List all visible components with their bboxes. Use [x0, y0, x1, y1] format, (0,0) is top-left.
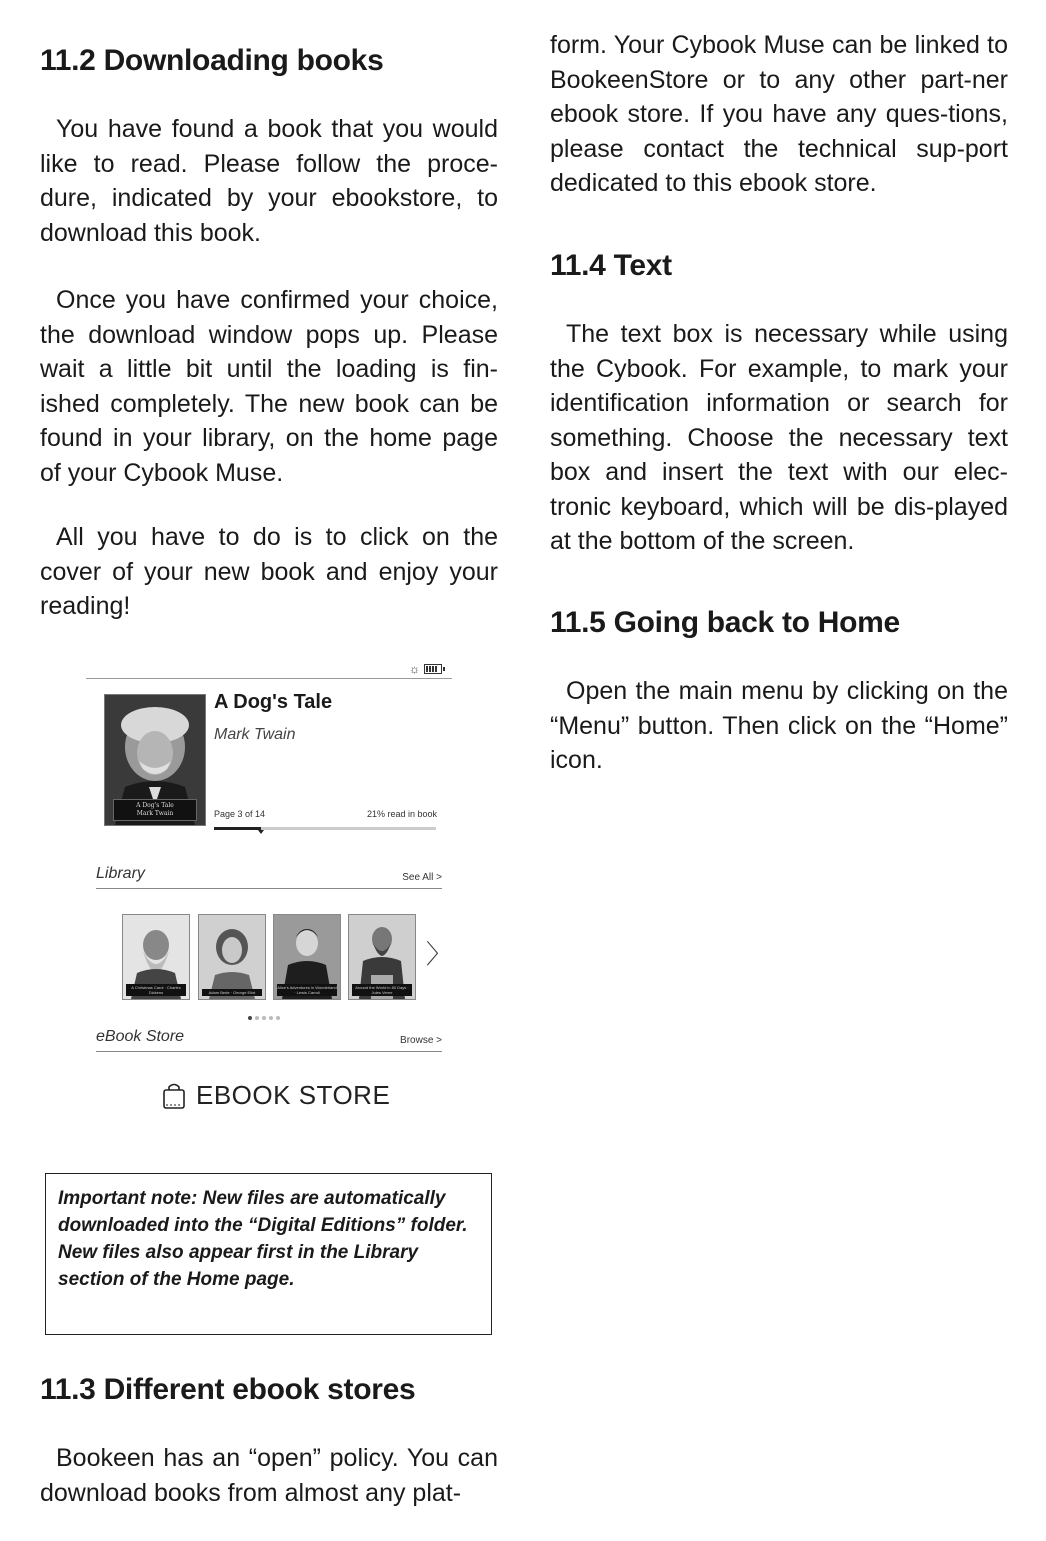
page-dot — [255, 1016, 259, 1020]
ebook-store-button[interactable] — [162, 1080, 390, 1111]
paragraph-open-policy: Bookeen has an “open” policy. You can download books from almost any plat- — [40, 1444, 498, 1507]
read-percentage: 21% read in book — [366, 809, 437, 819]
page-indicator: Page 3 of 14 — [214, 809, 266, 819]
thumbnail-label: A Christmas Carol · Charles Dickens — [126, 984, 186, 996]
chevron-right-icon[interactable]: 〉 — [426, 940, 453, 970]
library-book-thumbnail[interactable] — [348, 914, 416, 1000]
paragraph-download-procedure: You have found a book that you would like to read. Please follow the proce-dure, indicated by your ebookstore, to download this book. — [40, 115, 498, 247]
carousel-page-dots — [248, 1016, 280, 1020]
paragraph-text-box: The text box is necessary while using the Cybook. For example, to mark your identification information or search for something. Choose the necessary text box and insert the text with our elec-tronic keyboard, which will be dis-played at the bottom of the screen. — [550, 320, 1008, 555]
shopping-bag-icon — [162, 1082, 186, 1110]
current-book-title[interactable]: A Dog's Tale — [214, 691, 333, 713]
paragraph-go-home: Open the main menu by clicking on the “Menu” button. Then click on the “Home” icon. — [550, 677, 1008, 774]
paragraph-download-window: Once you have confirmed your choice, the download window pops up. Please wait a little bit until the loading is fin-ished completely. The new book can be found in your library, on the home page of your Cybook Muse. — [40, 286, 498, 487]
status-bar — [409, 662, 442, 676]
heading-11-4: 11.4 Text — [550, 249, 672, 282]
current-book-cover[interactable] — [104, 694, 206, 826]
library-book-thumbnail[interactable] — [198, 914, 266, 1000]
author-portrait — [199, 915, 265, 999]
thumbnail-label: Around the World in 80 Days · Jules Verne — [352, 984, 412, 996]
page-dot — [269, 1016, 273, 1020]
current-book-author: Mark Twain — [214, 726, 296, 743]
battery-icon — [424, 664, 442, 674]
page-dot — [276, 1016, 280, 1020]
reading-progress-bar — [214, 827, 436, 830]
important-note-box — [45, 1173, 492, 1335]
heading-11-5: 11.5 Going back to Home — [550, 606, 900, 639]
library-book-thumbnail[interactable] — [273, 914, 341, 1000]
ebook-store-section-label: eBook Store — [96, 1028, 185, 1045]
heading-11-2: 11.2 Downloading books — [40, 44, 384, 77]
page-dot — [248, 1016, 252, 1020]
thumbnail-label: Alice's Adventures in Wonderland · Lewis Carroll — [277, 985, 337, 995]
page-dot — [262, 1016, 266, 1020]
library-section-label: Library — [96, 865, 145, 882]
paragraph-partner-stores: form. Your Cybook Muse can be linked to BookeenStore or to any other part-ner ebook store. If you have any ques-tions, please contact the technical sup-port dedicated to this ebook store. — [550, 31, 1008, 197]
heading-11-3: 11.3 Different ebook stores — [40, 1373, 416, 1406]
see-all-link[interactable]: See All > — [402, 872, 442, 883]
ebook-store-label: EBOOK STORE — [196, 1080, 391, 1110]
thumbnail-label: Adam Bede · George Eliot — [202, 989, 262, 996]
library-book-thumbnail[interactable] — [122, 914, 190, 1000]
light-icon: ☼ — [409, 662, 420, 676]
important-note-text: Important note: New files are automatically downloaded into the “Digital Editions” folder. New files also appear first in the Library section of the Home page. — [58, 1188, 468, 1290]
browse-link[interactable]: Browse > — [400, 1035, 442, 1046]
home-screen-illustration — [86, 658, 452, 1118]
cover-label: A Dog's Tale Mark Twain — [113, 799, 197, 821]
paragraph-open-cover: All you have to do is to click on the cover of your new book and enjoy your reading! — [40, 523, 498, 620]
